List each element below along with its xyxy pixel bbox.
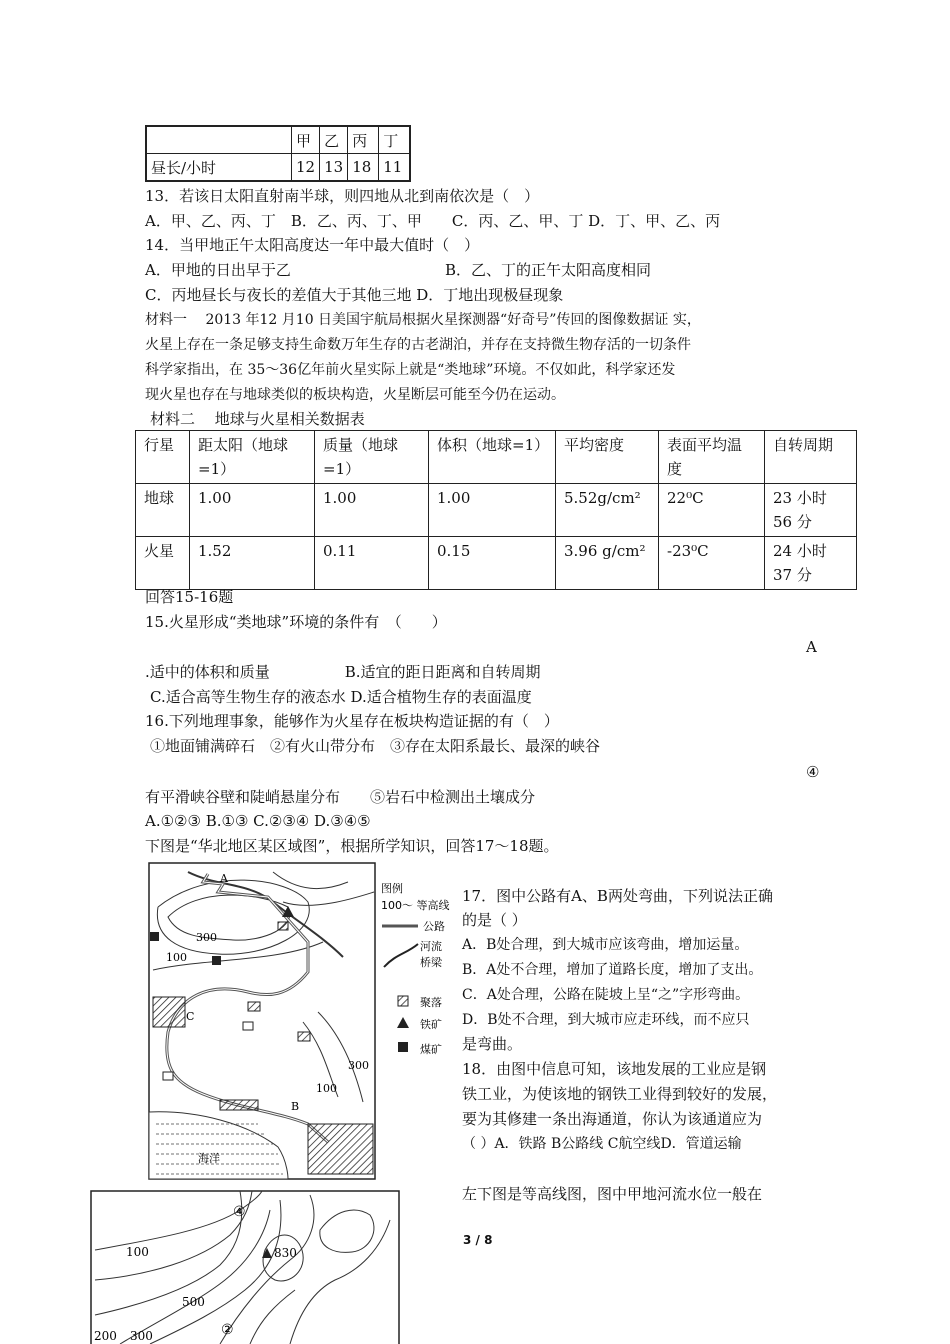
q17-stem-2: 的是（ ） — [462, 911, 527, 929]
q17-option-d-1: D．B处不合理，到大城市应走环线，而不应只 — [462, 1012, 750, 1028]
point-2-mark: ② — [221, 1322, 234, 1338]
table-cell: 丁 — [379, 126, 411, 154]
legend-road: 公路 — [423, 920, 445, 933]
label-a: A — [220, 872, 228, 885]
legend-iron: 铁矿 — [420, 1018, 442, 1031]
table-cell — [146, 126, 292, 154]
table-cell: 13 — [320, 154, 348, 182]
contour-label: 200 — [94, 1329, 117, 1343]
table-cell: 1.00 — [429, 484, 556, 537]
table-row — [146, 126, 410, 154]
table-row — [146, 154, 410, 182]
table-cell: 乙 — [320, 126, 348, 154]
table-cell: 18 — [348, 154, 379, 182]
table-cell: 1.00 — [190, 484, 315, 537]
q17-option-c: C．A处合理，公路在陡坡上呈“之”字形弯曲。 — [462, 987, 750, 1003]
daylength-table — [145, 125, 411, 182]
settlement — [163, 1072, 173, 1080]
table-cell: 1.00 — [315, 484, 429, 537]
legend-coal: 煤矿 — [420, 1043, 442, 1056]
q14-option-a: A．甲地的日出早于乙 — [145, 261, 291, 279]
q16-stem: 16.下列地理事象，能够作为火星存在板块构造证据的有（ ） — [145, 712, 559, 730]
settlement — [243, 1022, 253, 1030]
contour-label: 100 — [166, 951, 187, 964]
material1-line: 材料一 2013 年12 月10 日美国宇航局根据火星探测器“好奇号”传回的图像数据证 实， — [145, 312, 701, 328]
q15-options-cd: C.适合高等生物生存的液态水 D.适合植物生存的表面温度 — [150, 688, 532, 706]
coal-mine-icon — [150, 932, 159, 941]
table-cell: 24 小时 37 分 — [765, 537, 857, 590]
contour-label: 300 — [196, 931, 217, 944]
q13-stem: 13．若该日太阳直射南半球，则四地从北到南依次是（ ） — [145, 187, 540, 205]
contour-label: 100 — [126, 1245, 149, 1259]
answer-note: 回答15-16题 — [145, 588, 234, 606]
page-number: 3 / 8 — [463, 1233, 493, 1247]
contour-label: 500 — [182, 1295, 205, 1309]
label-c: C — [186, 1010, 195, 1023]
q18-line-4: （ ）A．铁路 B公路线 C航空线D．管道运输 — [462, 1136, 742, 1152]
legend-contour: 100～ 等高线 — [381, 899, 450, 912]
table-header-cell: 体积（地球=1） — [429, 431, 556, 484]
table-header-cell: 质量（地球=1） — [315, 431, 429, 484]
table-cell: 火星 — [136, 537, 190, 590]
table-cell: 1.52 — [190, 537, 315, 590]
contour-label: 100 — [316, 1082, 337, 1095]
q16-items-123: ①地面铺满碎石 ②有火山带分布 ③存在太阳系最长、最深的峡谷 — [150, 737, 601, 755]
coal-mine-icon — [212, 956, 221, 965]
legend-settlement: 聚落 — [420, 996, 442, 1009]
q16-options: A.①②③ B.①③ C.②③④ D.③④⑤ — [145, 812, 371, 830]
table-cell: 甲 — [292, 126, 320, 154]
settlement — [278, 922, 288, 930]
q18-line-2: 铁工业，为使该地的钢铁工业得到较好的发展， — [462, 1085, 778, 1103]
contour-map — [90, 1190, 402, 1344]
table-row — [136, 484, 857, 537]
material1-line: 科学家指出，在 35～36亿年前火星实际上就是“类地球”环境。不仅如此，科学家还发 — [145, 362, 676, 378]
table-cell: 12 — [292, 154, 320, 182]
label-sea: 海洋 — [198, 1152, 220, 1165]
table-cell: 3.96 g/cm² — [556, 537, 659, 590]
q17-stem-1: 17．图中公路有A、B两处弯曲，下列说法正确 — [462, 887, 773, 905]
point-4-mark: ④ — [233, 1204, 246, 1220]
table-cell: 地球 — [136, 484, 190, 537]
table-cell: 5.52g/cm² — [556, 484, 659, 537]
q14-stem: 14．当甲地正午太阳高度达一年中最大值时（ ） — [145, 236, 480, 254]
settlement — [220, 1100, 258, 1110]
settlement-b — [308, 1124, 373, 1174]
legend-bridge: 桥梁 — [420, 956, 442, 969]
q15-stem: 15.火星形成“类地球”环境的条件有 （ ） — [145, 613, 447, 631]
q18-line-3: 要为其修建一条出海通道，你认为该通道应为 — [462, 1110, 763, 1128]
table-header-cell: 平均密度 — [556, 431, 659, 484]
coal-legend-icon — [398, 1042, 408, 1052]
q14-options-cd: C．丙地昼长与夜长的差值大于其他三地 D．丁地出现极昼现象 — [145, 286, 564, 304]
q16-item4-mark: ④ — [806, 763, 820, 781]
q15-options-ab: .适中的体积和质量 B.适宜的距日距离和自转周期 — [145, 663, 541, 681]
q18-line-1: 18．由图中信息可知，该地发展的工业应是钢 — [462, 1060, 767, 1078]
table-cell: 22⁰C — [659, 484, 765, 537]
contour-label: 300 — [130, 1329, 153, 1343]
table-cell: 0.15 — [429, 537, 556, 590]
table-cell: 昼长/小时 — [146, 154, 292, 182]
settlement — [248, 1002, 260, 1011]
settlement-c — [153, 997, 185, 1027]
q16-items-45: 有平滑峡谷壁和陡峭悬崖分布 ⑤岩石中检测出土壤成分 — [145, 788, 536, 806]
river-legend-icon — [384, 944, 418, 967]
q15-option-a-letter: A — [806, 638, 817, 656]
settlement — [298, 1032, 310, 1041]
material2-title: 材料二 地球与火星相关数据表 — [150, 410, 365, 428]
table-cell: 23 小时 56 分 — [765, 484, 857, 537]
table-cell: 0.11 — [315, 537, 429, 590]
next-intro: 左下图是等高线图，图中甲地河流水位一般在 — [462, 1185, 763, 1203]
table-row — [136, 537, 857, 590]
settlement-legend-icon — [398, 996, 408, 1006]
legend-title: 图例 — [381, 882, 403, 895]
earth-mars-table — [135, 430, 857, 590]
north-china-map — [148, 862, 458, 1182]
q14-option-b: B．乙、丁的正午太阳高度相同 — [445, 261, 652, 279]
q17-option-b: B．A处不合理，增加了道路长度，增加了支出。 — [462, 962, 763, 978]
table-header-cell: 自转周期 — [765, 431, 857, 484]
legend-river: 河流 — [420, 940, 442, 953]
table-cell: -23⁰C — [659, 537, 765, 590]
material1-line: 现火星也存在与地球类似的板块构造，火星断层可能至今仍在运动。 — [145, 387, 565, 403]
table-header-cell: 表面平均温度 — [659, 431, 765, 484]
table-header-cell: 行星 — [136, 431, 190, 484]
table-cell: 丙 — [348, 126, 379, 154]
peak-label: 830 — [274, 1246, 297, 1260]
material1-line: 火星上存在一条足够支持生命数万年生存的古老湖泊，并存在支持微生物存活的一切条件 — [145, 337, 691, 353]
table-header-row — [136, 431, 857, 484]
q17-option-d-2: 是弯曲。 — [462, 1035, 523, 1053]
map-intro: 下图是“华北地区某区域图”，根据所学知识，回答17～18题。 — [145, 837, 559, 855]
contour-label: 300 — [348, 1059, 369, 1072]
q13-options: A．甲、乙、丙、丁 B．乙、丙、丁、甲 C．丙、乙、甲、丁 D．丁、甲、乙、丙 — [145, 212, 721, 230]
label-b: B — [291, 1100, 300, 1113]
table-header-cell: 距太阳（地球=1） — [190, 431, 315, 484]
iron-legend-icon — [397, 1017, 409, 1028]
q17-option-a: A．B处合理，到大城市应该弯曲，增加运量。 — [462, 937, 749, 953]
table-cell: 11 — [379, 154, 411, 182]
